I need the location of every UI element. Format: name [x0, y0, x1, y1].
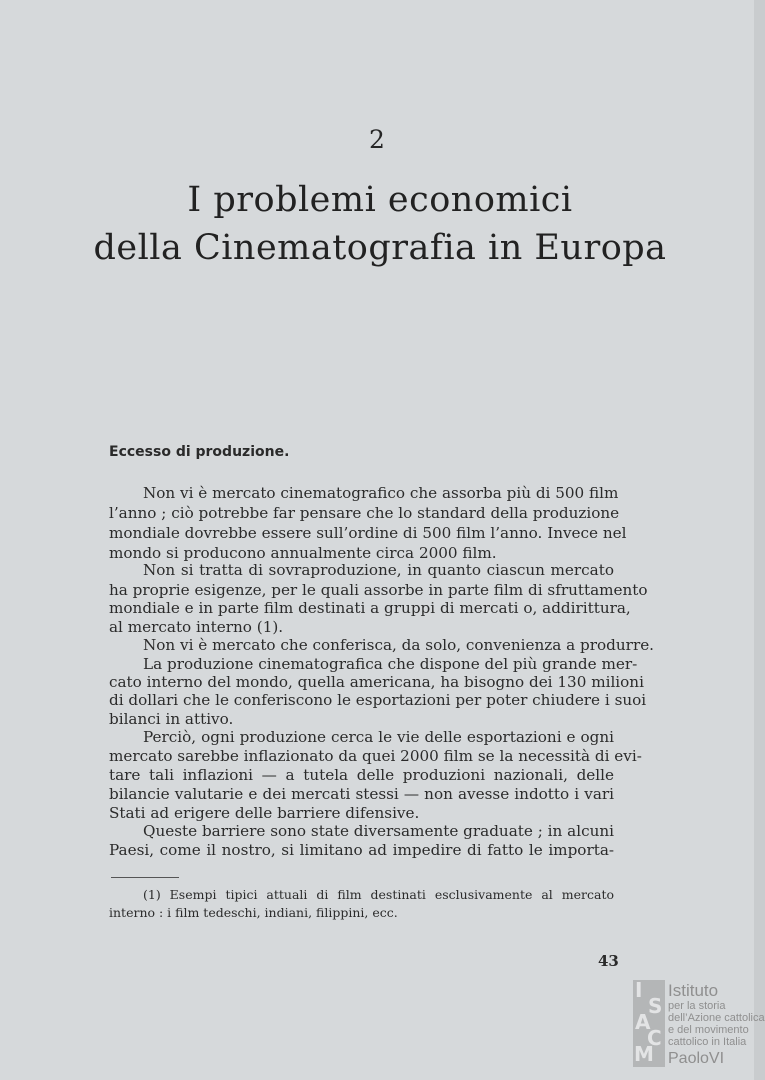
body-line: Paesi, come il nostro, si limitano ad impedire di fatto le importa- — [109, 841, 614, 859]
body-line: l’anno ; ciò potrebbe far pensare che lo standard della produzione — [109, 504, 620, 522]
watermark-text: cattolico in Italia — [668, 1036, 747, 1048]
monogram-letter: A — [635, 1010, 651, 1034]
body-line: tare tali inflazioni — a tutela delle produzioni nazionali, delle — [109, 766, 614, 784]
body-line: mondo si producono annualmente circa 2000 film. — [109, 544, 497, 562]
body-line: bilancie valutarie e dei mercati stessi — non avesse indotto i vari — [109, 785, 614, 803]
footnote-divider — [111, 877, 179, 878]
body-line: mondiale dovrebbe essere sull’ordine di 500 film l’anno. Invece nel — [109, 524, 627, 542]
watermark-text: Istituto — [668, 981, 719, 1000]
body-line: Non vi è mercato cinematografico che assorba più di 500 film — [143, 484, 619, 502]
watermark-text: dell’Azione cattolica — [668, 1012, 765, 1024]
body-line: Non vi è mercato che conferisca, da solo, convenienza a produrre. — [143, 636, 655, 654]
body-line: cato interno del mondo, quella americana, ha bisogno dei 130 milioni — [109, 673, 644, 691]
institute-watermark-logo — [633, 978, 765, 1070]
body-line: La produzione cinematografica che dispone del più grande mer- — [143, 655, 638, 673]
body-line: Perciò, ogni produzione cerca le vie delle esportazioni e ogni — [143, 728, 614, 746]
monogram-letter: C — [647, 1026, 662, 1050]
watermark-text: per la storia — [668, 1000, 726, 1012]
monogram-letter: M — [634, 1042, 654, 1066]
body-line: di dollari che le conferiscono le esportazioni per poter chiudere i suoi — [109, 691, 647, 709]
body-line: mondiale e in parte film destinati a gruppi di mercati o, addirittura, — [109, 599, 631, 617]
watermark-text: PaoloVI — [668, 1050, 725, 1067]
footnote-line: (1) Esempi tipici attuali di film destinati esclusivamente al mercato — [143, 887, 614, 902]
monogram-mark — [633, 980, 665, 1067]
body-line: mercato sarebbe inflazionato da quei 2000 film se la necessità di evi- — [109, 747, 642, 765]
body-line: ha proprie esigenze, per le quali assorbe in parte film di sfruttamento — [109, 581, 648, 599]
body-line: Stati ad erigere delle barriere difensive. — [109, 804, 420, 822]
body-line: bilanci in attivo. — [109, 710, 234, 728]
footnote-line: interno : i film tedeschi, indiani, filippini, ecc. — [109, 905, 398, 920]
chapter-number: 2 — [369, 125, 385, 154]
body-line: Non si tratta di sovraproduzione, in quanto ciascun mercato — [143, 561, 614, 579]
body-line: al mercato interno (1). — [109, 618, 284, 636]
section-heading: Eccesso di produzione. — [109, 444, 290, 460]
watermark-text: e del movimento — [668, 1024, 749, 1036]
monogram-letter: I — [635, 978, 643, 1002]
monogram-letter: S — [648, 994, 663, 1018]
chapter-title-line-1: I problemi economici — [187, 180, 573, 220]
chapter-title-line-2: della Cinematografia in Europa — [93, 228, 667, 268]
page-number: 43 — [598, 952, 619, 970]
body-line: Queste barriere sono state diversamente graduate ; in alcuni — [143, 822, 614, 840]
